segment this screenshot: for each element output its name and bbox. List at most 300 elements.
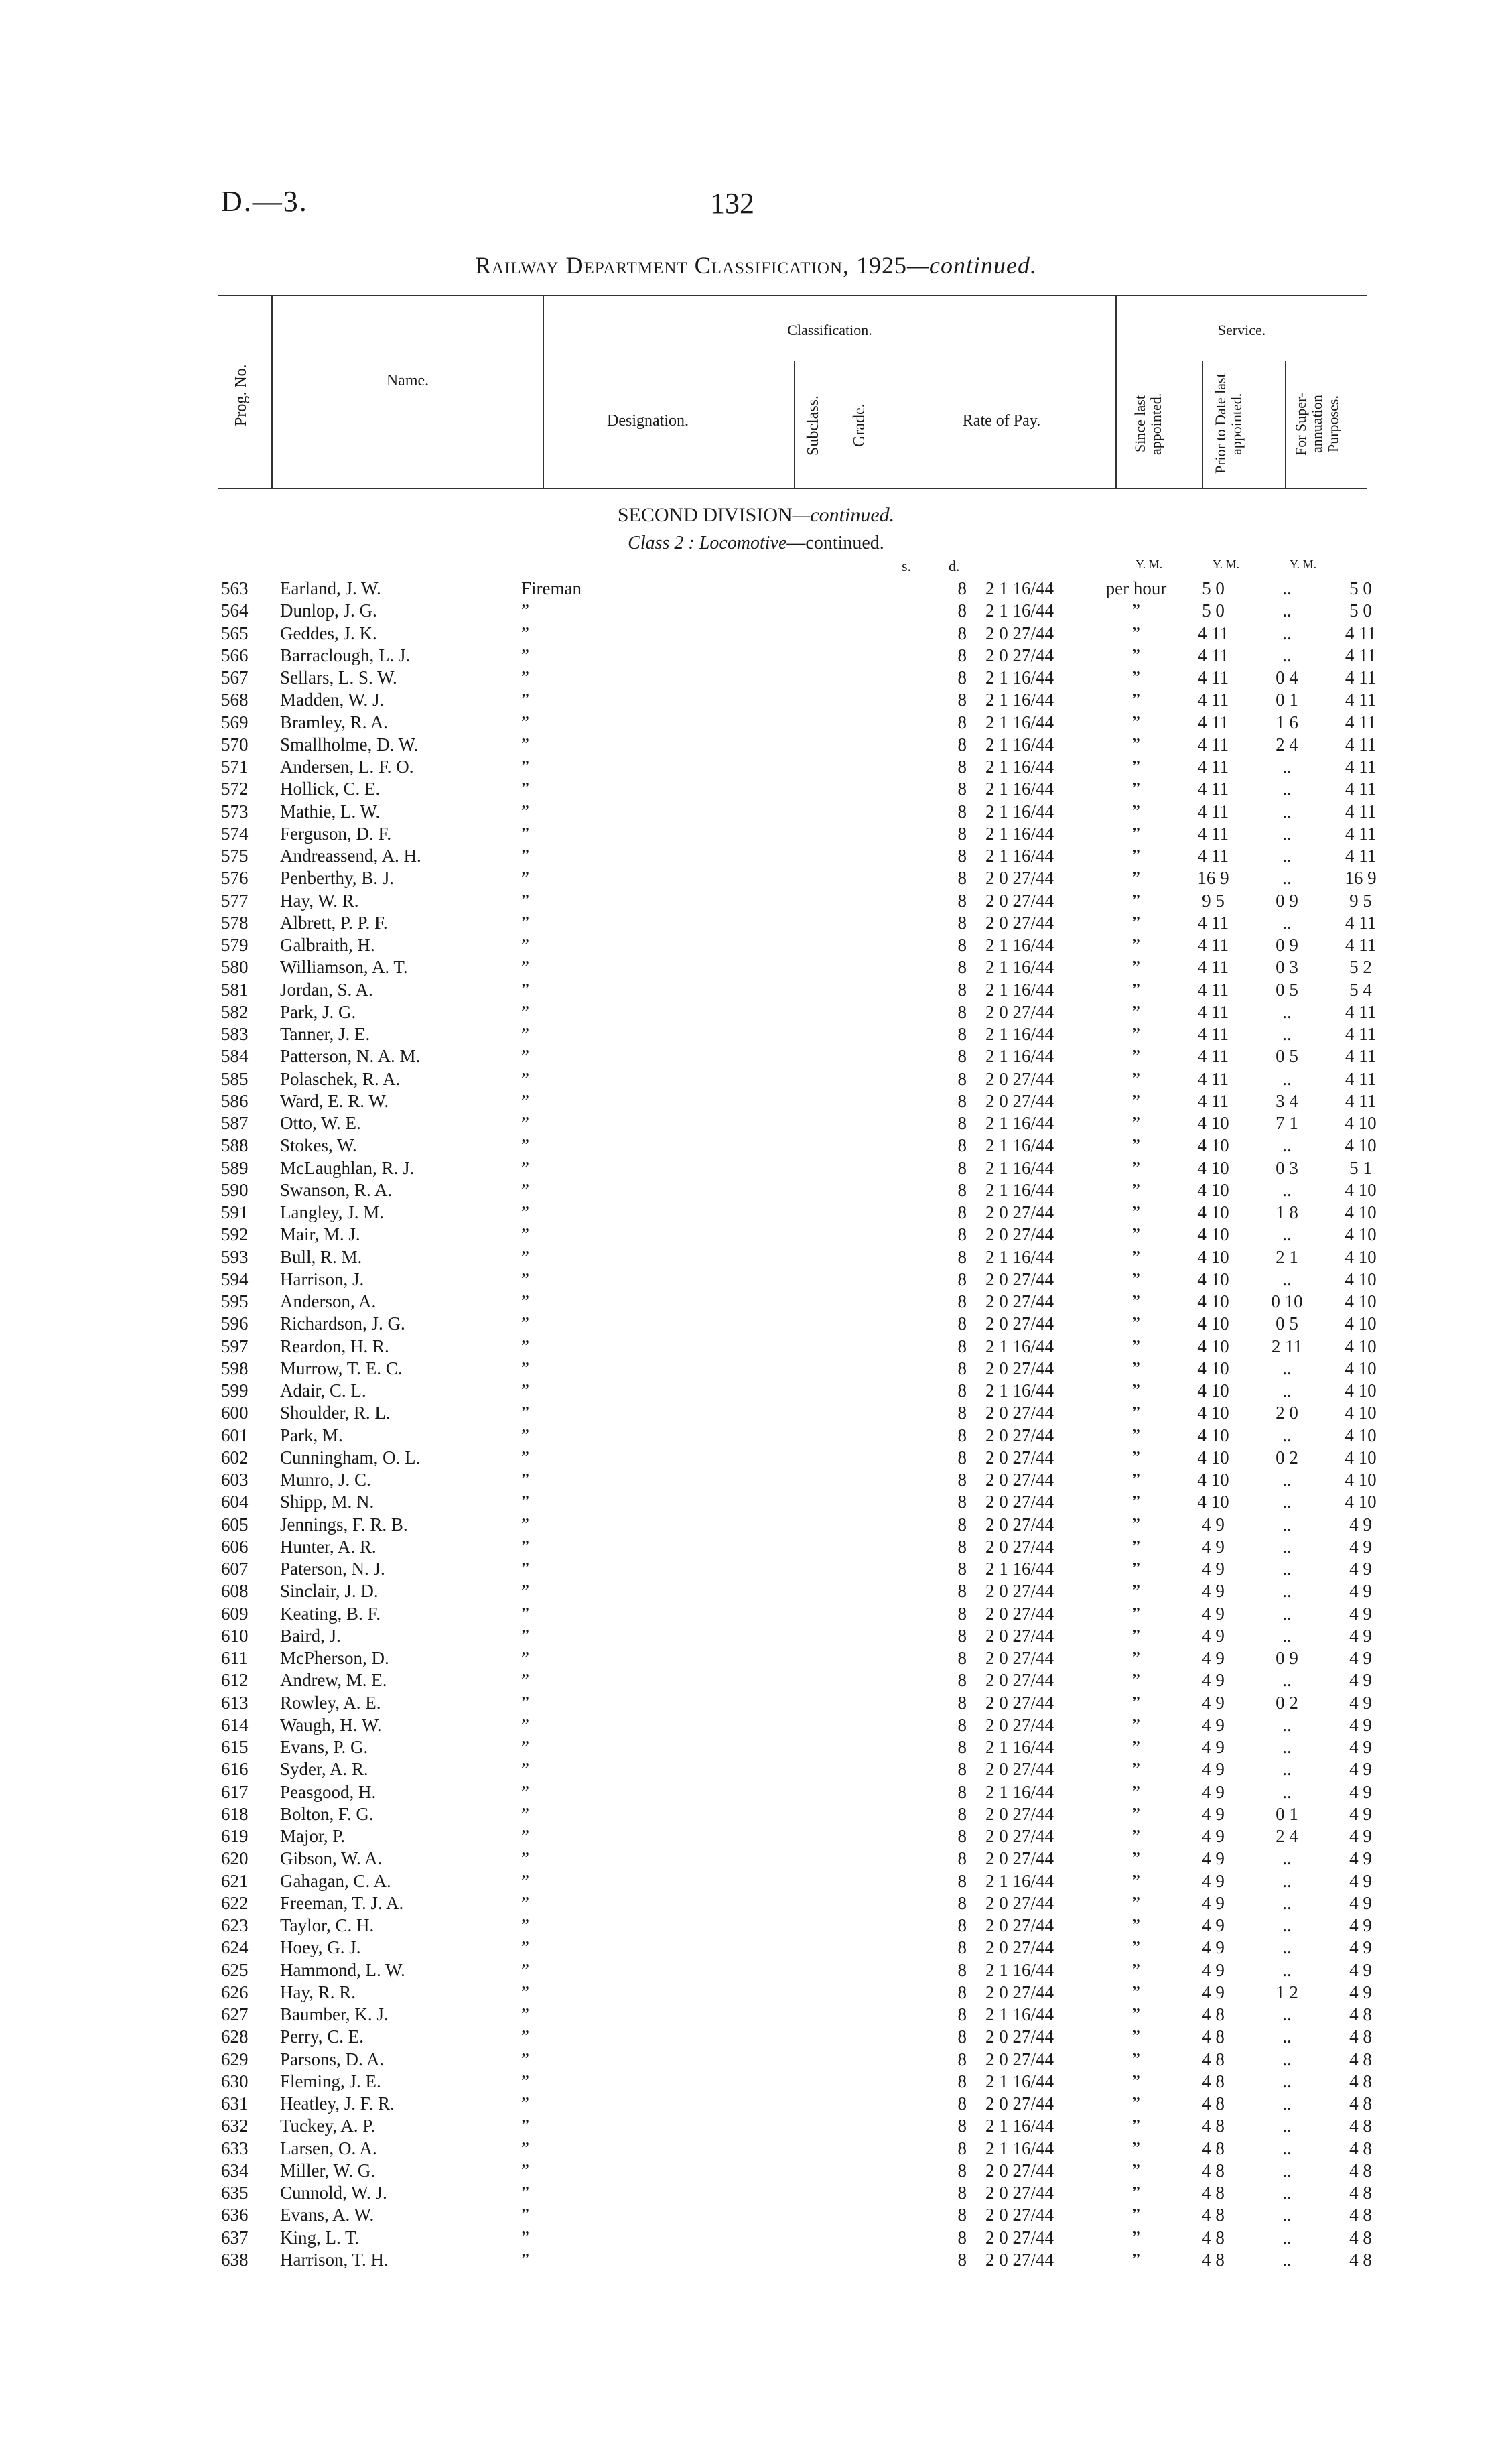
row-rate-unit: ” [1132,1024,1140,1044]
row-prog-no: 628 [221,2026,249,2047]
row-rate-unit: per hour [1105,578,1167,598]
row-prog-no: 626 [221,1982,249,2002]
row-superannuation: 4 9 [1349,1714,1372,1735]
row-designation: ” [521,1670,529,1691]
row-rate-unit: ” [1132,1403,1140,1423]
table-row [221,1358,1397,1380]
row-prog-no: 608 [221,1581,249,1602]
row-prog-no: 577 [221,890,249,911]
row-rate-unit: ” [1132,2138,1140,2158]
row-designation: ” [521,1937,529,1958]
row-prior-to-date: 2 4 [1276,1826,1298,1846]
table-row [221,1714,1397,1736]
row-name: Hoey, G. J. [280,1937,361,1958]
row-prior-to-date: .. [1282,1937,1292,1958]
row-rate-of-pay: 2 1 16/44 [985,1135,1054,1156]
class-prefix: Class 2 : [628,533,695,554]
row-subclass: 8 [957,1625,967,1646]
row-rate-of-pay: 2 0 27/44 [985,1224,1054,1245]
page-number: 132 [710,187,754,220]
row-rate-unit: ” [1132,1937,1140,1958]
row-designation: ” [521,1470,529,1490]
row-designation: ” [521,757,529,777]
row-name: Hammond, L. W. [280,1959,405,1980]
header-top-rule [218,295,1367,296]
row-prog-no: 617 [221,1781,249,1802]
row-rate-unit: ” [1132,2026,1140,2047]
row-prior-to-date: .. [1282,1959,1292,1980]
row-rate-unit: ” [1132,1514,1140,1535]
row-name: Hay, R. R. [280,1982,356,2002]
row-superannuation: 5 4 [1349,979,1372,1000]
row-prior-to-date: 0 2 [1276,1447,1298,1468]
row-rate-unit: ” [1132,2071,1140,2091]
staff-table-body [221,578,1397,2271]
row-designation: ” [521,1714,529,1735]
row-name: Jordan, S. A. [280,979,373,1000]
row-name: Earland, J. W. [280,578,381,598]
row-name: Bramley, R. A. [280,712,388,732]
row-superannuation: 4 8 [1349,2026,1372,2047]
col-name: Name. [386,372,429,389]
row-name: Hunter, A. R. [280,1536,376,1557]
row-subclass: 8 [957,1291,967,1311]
row-prog-no: 589 [221,1157,249,1178]
row-rate-of-pay: 2 0 27/44 [985,1892,1054,1913]
row-rate-unit: ” [1132,2160,1140,2181]
table-row [221,1647,1397,1669]
row-rate-unit: ” [1132,1001,1140,1022]
row-rate-of-pay: 2 0 27/44 [985,1536,1054,1557]
row-prior-to-date: .. [1282,2026,1292,2047]
row-subclass: 8 [957,1692,967,1713]
row-since-last: 4 10 [1197,1358,1229,1378]
row-rate-of-pay: 2 1 16/44 [985,1113,1054,1133]
row-prog-no: 565 [221,623,249,643]
table-row [221,2093,1397,2115]
row-rate-unit: ” [1132,2093,1140,2114]
row-since-last: 4 11 [1197,935,1229,955]
row-designation: ” [521,912,529,933]
row-since-last: 4 10 [1197,1447,1229,1468]
row-prog-no: 607 [221,1559,249,1579]
row-prior-to-date: 0 5 [1276,979,1298,1000]
row-superannuation: 5 0 [1349,600,1372,621]
unit-years-months: Y. M. [1290,558,1317,571]
row-rate-unit: ” [1132,1179,1140,1200]
table-row [221,1758,1397,1780]
row-since-last: 4 10 [1197,1403,1229,1423]
table-row [221,667,1397,689]
table-row [221,1112,1397,1135]
row-prior-to-date: .. [1282,1224,1292,1245]
row-name: Rowley, A. E. [280,1692,381,1713]
row-prior-to-date: 0 3 [1276,957,1298,978]
row-designation: ” [521,1892,529,1913]
row-prior-to-date: .. [1282,2004,1292,2024]
row-rate-unit: ” [1132,1692,1140,1713]
row-prior-to-date: .. [1282,912,1292,933]
row-rate-of-pay: 2 0 27/44 [985,1759,1054,1780]
row-prog-no: 613 [221,1692,249,1713]
row-rate-of-pay: 2 0 27/44 [985,912,1054,933]
row-prog-no: 616 [221,1759,249,1780]
row-prior-to-date: .. [1282,1001,1292,1022]
col-subclass: Subclass. [805,395,822,456]
row-superannuation: 4 10 [1345,1492,1377,1512]
row-prog-no: 633 [221,2138,249,2158]
row-superannuation: 4 11 [1345,1068,1377,1089]
row-rate-unit: ” [1132,734,1140,755]
row-rate-of-pay: 2 1 16/44 [985,2004,1054,2024]
row-subclass: 8 [957,2071,967,2091]
row-prior-to-date: 0 9 [1276,890,1298,911]
row-designation: ” [521,1737,529,1757]
table-row [221,934,1397,956]
row-since-last: 4 9 [1202,1937,1225,1958]
row-prior-to-date: .. [1282,1581,1292,1602]
row-name: Dunlop, J. G. [280,600,377,621]
row-prog-no: 602 [221,1447,249,1468]
row-prior-to-date: .. [1282,645,1292,665]
row-designation: ” [521,1425,529,1445]
row-designation: Fireman [521,578,581,598]
row-name: Baird, J. [280,1625,341,1646]
row-since-last: 4 8 [1202,2227,1225,2248]
row-rate-unit: ” [1132,667,1140,688]
row-subclass: 8 [957,1358,967,1378]
unit-shillings: s. [902,558,912,574]
row-subclass: 8 [957,1959,967,1980]
row-rate-of-pay: 2 1 16/44 [985,600,1054,621]
row-name: Larsen, O. A. [280,2138,377,2158]
row-subclass: 8 [957,645,967,665]
row-prog-no: 593 [221,1246,249,1267]
row-rate-unit: ” [1132,1246,1140,1267]
row-superannuation: 9 5 [1349,890,1372,911]
row-prior-to-date: .. [1282,801,1292,822]
row-prog-no: 572 [221,779,249,799]
row-name: Sinclair, J. D. [280,1581,379,1602]
row-superannuation: 4 9 [1349,1536,1372,1557]
row-designation: ” [521,712,529,732]
row-prog-no: 566 [221,645,249,665]
row-prog-no: 592 [221,1224,249,1245]
row-prior-to-date: .. [1282,2049,1292,2069]
table-row [221,712,1397,734]
row-superannuation: 4 10 [1345,1224,1377,1245]
row-name: McLaughlan, R. J. [280,1157,415,1178]
col-designation: Designation. [607,412,689,430]
row-prior-to-date: 0 1 [1276,1803,1298,1824]
row-superannuation: 4 9 [1349,1737,1372,1757]
row-prog-no: 570 [221,734,249,755]
row-rate-of-pay: 2 0 27/44 [985,1291,1054,1311]
row-designation: ” [521,2049,529,2069]
section-title: SECOND DIVISION [617,504,793,526]
row-subclass: 8 [957,734,967,755]
row-name: Waugh, H. W. [280,1714,382,1735]
row-prog-no: 584 [221,1046,249,1067]
row-designation: ” [521,1982,529,2002]
row-since-last: 4 10 [1197,1157,1229,1178]
row-name: Ferguson, D. F. [280,823,392,844]
row-prior-to-date: .. [1282,1870,1292,1891]
row-subclass: 8 [957,823,967,844]
row-subclass: 8 [957,1559,967,1579]
table-row [221,1402,1397,1424]
row-prior-to-date: .. [1282,757,1292,777]
row-since-last: 4 10 [1197,1224,1229,1245]
row-name: Tanner, J. E. [280,1024,370,1044]
row-prog-no: 619 [221,1826,249,1846]
row-prior-to-date: 2 0 [1276,1403,1298,1423]
table-row [221,823,1397,845]
row-rate-of-pay: 2 1 16/44 [985,734,1054,755]
row-prior-to-date: .. [1282,1536,1292,1557]
row-rate-of-pay: 2 1 16/44 [985,846,1054,866]
row-prior-to-date: .. [1282,1781,1292,1802]
table-row [221,756,1397,778]
row-rate-unit: ” [1132,935,1140,955]
row-rate-of-pay: 2 0 27/44 [985,1848,1054,1869]
table-row [221,2004,1397,2026]
row-name: Williamson, A. T. [280,957,408,978]
row-prog-no: 573 [221,801,249,822]
row-superannuation: 4 9 [1349,1514,1372,1535]
row-rate-of-pay: 2 0 27/44 [985,2183,1054,2203]
row-prior-to-date: .. [1282,2183,1292,2203]
row-subclass: 8 [957,801,967,822]
row-superannuation: 4 10 [1345,1113,1377,1133]
row-name: Albrett, P. P. F. [280,912,388,933]
col-service: Service. [1217,322,1266,338]
row-rate-of-pay: 2 0 27/44 [985,1648,1054,1668]
row-since-last: 4 9 [1202,1826,1225,1846]
row-prior-to-date: .. [1282,1670,1292,1691]
row-name: Park, J. G. [280,1001,356,1022]
row-name: Otto, W. E. [280,1113,361,1133]
header-divider [1202,361,1203,489]
row-rate-unit: ” [1132,1291,1140,1311]
row-rate-of-pay: 2 0 27/44 [985,1581,1054,1602]
row-superannuation: 4 9 [1349,1603,1372,1624]
row-subclass: 8 [957,846,967,866]
row-name: Bolton, F. G. [280,1803,374,1824]
row-name: Freeman, T. J. A. [280,1892,404,1913]
table-row [221,845,1397,867]
row-rate-unit: ” [1132,2205,1140,2225]
row-designation: ” [521,734,529,755]
table-row [221,1380,1397,1402]
row-rate-of-pay: 2 1 16/44 [985,979,1054,1000]
row-rate-unit: ” [1132,979,1140,1000]
row-rate-of-pay: 2 1 16/44 [985,1336,1054,1356]
row-subclass: 8 [957,1581,967,1602]
row-designation: ” [521,2071,529,2091]
row-rate-of-pay: 2 0 27/44 [985,1068,1054,1089]
row-designation: ” [521,801,529,822]
row-prior-to-date: .. [1282,2138,1292,2158]
row-prog-no: 590 [221,1179,249,1200]
row-prior-to-date: .. [1282,1425,1292,1445]
row-since-last: 4 9 [1202,1581,1225,1602]
row-designation: ” [521,623,529,643]
row-prior-to-date: 7 1 [1276,1113,1298,1133]
row-superannuation: 4 9 [1349,1559,1372,1579]
row-name: Munro, J. C. [280,1470,371,1490]
row-prior-to-date: .. [1282,1559,1292,1579]
row-subclass: 8 [957,623,967,643]
row-subclass: 8 [957,1113,967,1133]
row-since-last: 4 10 [1197,1425,1229,1445]
row-since-last: 4 10 [1197,1113,1229,1133]
row-prior-to-date: .. [1282,1269,1292,1289]
row-name: Mathie, L. W. [280,801,381,822]
row-rate-of-pay: 2 0 27/44 [985,1269,1054,1289]
row-rate-unit: ” [1132,1046,1140,1067]
row-rate-of-pay: 2 0 27/44 [985,1470,1054,1490]
row-rate-of-pay: 2 0 27/44 [985,623,1054,643]
row-rate-unit: ” [1132,1090,1140,1111]
row-name: Evans, P. G. [280,1737,368,1757]
table-row [221,2115,1397,2137]
row-prior-to-date: 3 4 [1276,1090,1298,1111]
row-superannuation: 4 11 [1345,912,1377,933]
row-subclass: 8 [957,1536,967,1557]
row-superannuation: 4 11 [1345,1024,1377,1044]
unit-pence: d. [949,558,960,574]
row-superannuation: 4 9 [1349,1670,1372,1691]
row-prior-to-date: .. [1282,1024,1292,1044]
row-since-last: 4 10 [1197,1313,1229,1334]
row-name: Stokes, W. [280,1135,357,1156]
table-row [221,1224,1397,1246]
row-rate-unit: ” [1132,1781,1140,1802]
row-subclass: 8 [957,2183,967,2203]
row-rate-of-pay: 2 1 16/44 [985,1380,1054,1401]
row-since-last: 4 9 [1202,1603,1225,1624]
staff-table [221,578,1397,2271]
row-rate-unit: ” [1132,645,1140,665]
row-name: Shoulder, R. L. [280,1403,391,1423]
row-superannuation: 5 2 [1349,957,1372,978]
row-subclass: 8 [957,1514,967,1535]
row-name: Taylor, C. H. [280,1915,374,1935]
row-superannuation: 5 1 [1349,1157,1372,1178]
row-superannuation: 4 11 [1345,757,1377,777]
header-divider [794,361,795,489]
row-since-last: 4 11 [1197,1001,1229,1022]
row-name: Perry, C. E. [280,2026,364,2047]
row-designation: ” [521,1001,529,1022]
row-superannuation: 4 9 [1349,1692,1372,1713]
row-prog-no: 618 [221,1803,249,1824]
table-row [221,2071,1397,2093]
row-since-last: 9 5 [1202,890,1225,911]
table-row [221,1781,1397,1803]
row-designation: ” [521,1024,529,1044]
title-suffix: —continued. [907,252,1037,279]
row-subclass: 8 [957,2160,967,2181]
row-rate-unit: ” [1132,600,1140,621]
table-row [221,645,1397,667]
row-rate-of-pay: 2 0 27/44 [985,2205,1054,2225]
row-prior-to-date: .. [1282,1759,1292,1780]
table-row [221,1580,1397,1602]
row-name: Hollick, C. E. [280,779,381,799]
row-rate-of-pay: 2 0 27/44 [985,2249,1054,2270]
row-rate-of-pay: 2 0 27/44 [985,2160,1054,2181]
row-since-last: 4 8 [1202,2138,1225,2158]
row-rate-unit: ” [1132,1826,1140,1846]
row-designation: ” [521,1447,529,1468]
row-superannuation: 4 10 [1345,1447,1377,1468]
row-name: Gibson, W. A. [280,1848,383,1869]
row-prog-no: 600 [221,1403,249,1423]
row-prog-no: 588 [221,1135,249,1156]
row-rate-of-pay: 2 0 27/44 [985,1090,1054,1111]
row-superannuation: 4 11 [1345,712,1377,732]
row-rate-of-pay: 2 0 27/44 [985,890,1054,911]
row-since-last: 4 9 [1202,1625,1225,1646]
row-designation: ” [521,1559,529,1579]
col-classification: Classification. [787,322,872,338]
row-rate-unit: ” [1132,1648,1140,1668]
row-rate-unit: ” [1132,1536,1140,1557]
row-prior-to-date: .. [1282,2093,1292,2114]
row-rate-of-pay: 2 0 27/44 [985,2227,1054,2248]
row-prog-no: 615 [221,1737,249,1757]
row-rate-unit: ” [1132,1714,1140,1735]
row-rate-unit: ” [1132,2227,1140,2248]
row-subclass: 8 [957,1982,967,2002]
col-since-last: Since last appointed. [1131,393,1165,455]
row-rate-unit: ” [1132,1982,1140,2002]
table-row [221,2160,1397,2182]
table-row [221,2204,1397,2226]
row-since-last: 4 9 [1202,1559,1225,1579]
row-since-last: 4 8 [1202,2116,1225,2136]
row-name: McPherson, D. [280,1648,389,1668]
row-designation: ” [521,2183,529,2203]
row-since-last: 4 8 [1202,2183,1225,2203]
row-prior-to-date: 0 9 [1276,1648,1298,1668]
row-rate-unit: ” [1132,1915,1140,1935]
row-subclass: 8 [957,667,967,688]
row-prog-no: 625 [221,1959,249,1980]
row-subclass: 8 [957,912,967,933]
row-superannuation: 4 8 [1349,2071,1372,2091]
table-row [221,2227,1397,2249]
row-designation: ” [521,1113,529,1133]
table-row [221,1536,1397,1558]
row-designation: ” [521,1514,529,1535]
row-rate-unit: ” [1132,2049,1140,2069]
row-since-last: 4 11 [1197,734,1229,755]
row-superannuation: 4 9 [1349,1892,1372,1913]
row-superannuation: 4 9 [1349,1848,1372,1869]
row-designation: ” [521,667,529,688]
row-superannuation: 4 10 [1345,1470,1377,1490]
row-superannuation: 4 9 [1349,1959,1372,1980]
row-prior-to-date: 0 5 [1276,1313,1298,1334]
row-name: Polaschek, R. A. [280,1068,401,1089]
row-prog-no: 635 [221,2183,249,2203]
row-rate-unit: ” [1132,1670,1140,1691]
unit-years-months: Y. M. [1136,558,1163,571]
row-rate-unit: ” [1132,1358,1140,1378]
